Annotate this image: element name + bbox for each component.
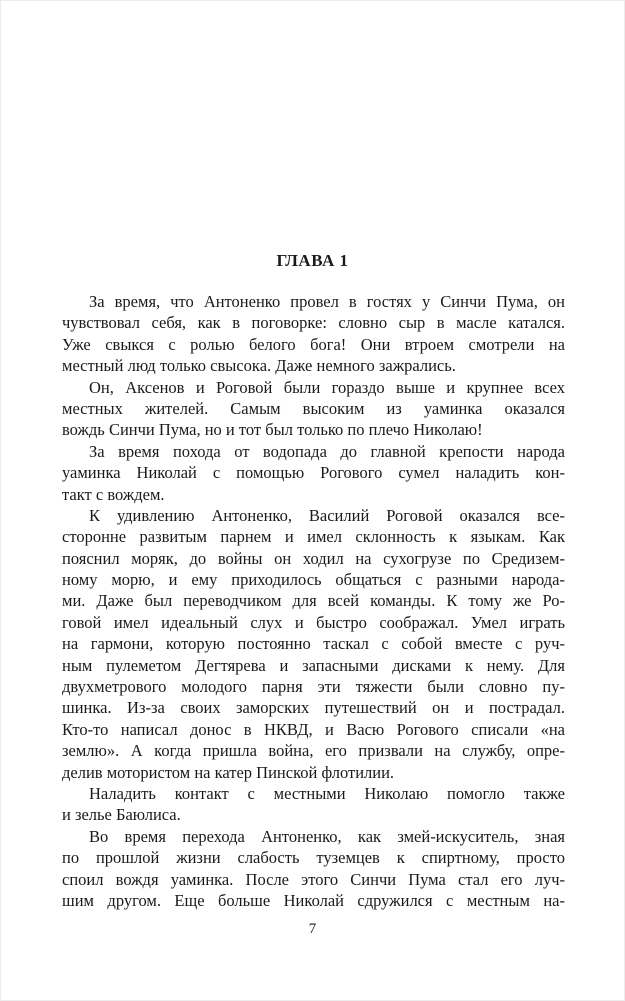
text-line: ному морю, и ему приходилось общаться с разными народа- (62, 570, 565, 590)
text-line: на гармони, которую постоянно таскал с собой вместе с руч- (62, 634, 565, 654)
page-number: 7 (308, 921, 317, 937)
text-line: За время, что Антоненко провел в гостях у Синчи Пума, он (89, 292, 565, 311)
text-line: шинка. Из-за своих заморских путешествий он и пострадал. (62, 698, 565, 718)
text-line: вождь Синчи Пума, но и тот был только по плечо Николаю! (62, 420, 483, 440)
text-line: За время похода от водопада до главной крепости народа (89, 441, 565, 461)
paragraph (62, 441, 565, 505)
text-line: Кто-то написал донос в НКВД, и Васю Рогового списали «на (62, 719, 565, 739)
paragraph (62, 826, 565, 912)
text-line: сторонне развитым парнем и имел склонность к языкам. Как (62, 527, 565, 547)
paragraph (62, 291, 565, 377)
text-line: двухметрового молодого парня эти тяжести были словно пу- (62, 677, 565, 697)
text-line: споил вождя уаминка. После этого Синчи Пума стал его луч- (62, 869, 565, 889)
text-line: Уже свыкся с ролью белого бога! Они втроем смотрели на (62, 334, 565, 354)
paragraph (62, 783, 565, 826)
text-line: Наладить контакт с местными Николаю помогло также (89, 783, 565, 803)
text-line: чувствовал себя, как в поговорке: словно сыр в масле катался. (62, 313, 565, 333)
chapter-title: ГЛАВА 1 (276, 251, 349, 270)
text-line: делив мотористом на катер Пинской флотилии. (62, 762, 395, 782)
text-line: Он, Аксенов и Роговой были гораздо выше и крупнее всех (89, 377, 565, 397)
text-line: местный люд только свысока. Даже немного зажрались. (62, 356, 456, 376)
text-line: землю». А когда пришла война, его призвали на службу, опре- (62, 741, 565, 761)
body-text (62, 291, 565, 911)
text-line: по прошлой жизни слабость туземцев к спиртному, просто (62, 848, 565, 868)
text-line: уаминка Николай с помощью Рогового сумел наладить кон- (62, 463, 565, 483)
text-line: ми. Даже был переводчиком для всей команды. К тому же Ро- (62, 591, 565, 611)
paragraph (62, 505, 565, 783)
text-line: Во время перехода Антоненко, как змей-искуситель, зная (89, 826, 565, 846)
text-line: говой имел идеальный слух и быстро соображал. Умел играть (62, 612, 565, 632)
text-line: ным пулеметом Дегтярева и запасными дисками к нему. Для (62, 655, 565, 675)
text-line: такт с вождем. (62, 484, 165, 504)
text-line: пояснил моряк, до войны он ходил на сухогрузе по Средизем- (62, 548, 565, 568)
text-line: К удивлению Антоненко, Василий Роговой оказался все- (89, 505, 565, 525)
paragraph (62, 377, 565, 441)
text-line: местных жителей. Самым высоким из уаминка оказался (62, 398, 565, 418)
text-line: и зелье Баюлиса. (62, 805, 181, 825)
text-line: шим другом. Еще больше Николай сдружился с местным на- (62, 890, 565, 910)
